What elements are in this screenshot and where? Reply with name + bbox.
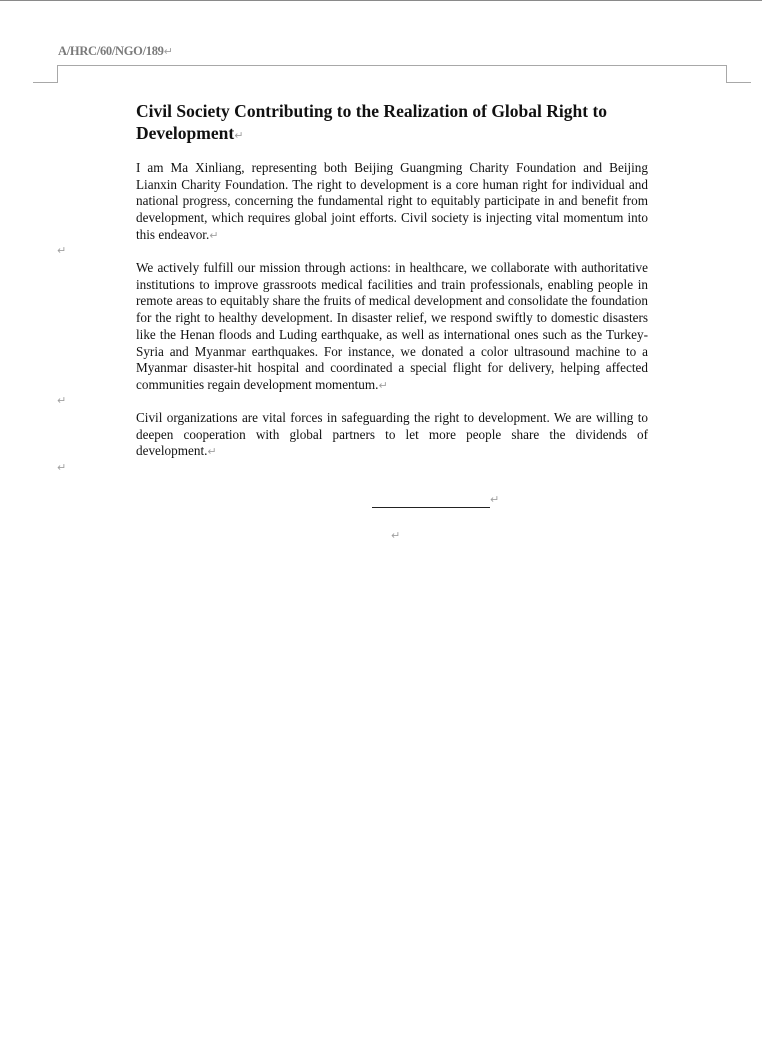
document-title[interactable] (136, 101, 656, 146)
document-title-text: Civil Society Contributing to the Realization of Global Right to Development (136, 101, 608, 143)
signature-line (372, 507, 490, 508)
body-paragraph-3[interactable] (136, 410, 648, 461)
crop-mark-top-left (33, 65, 58, 83)
paragraph-text: We actively fulfill our mission through actions: in healthcare, we collaborate with authoritative institutions to improve grassroots medical facilities and train professionals, enabling people in remote areas to equitably share the fruits of medical development and consolidate the foundation for the right to healthy development. In disaster relief, we respond swiftly to domestic disasters like the Henan floods and Luding earthquake, as well as international ones such as the Turkey-Syria and Myanmar earthquakes. For instance, we donated a color ultrasound machine to a Myanmar disaster-hit hospital and coordinated a special flight for delivery, helping affected communities regain development momentum. (136, 260, 648, 392)
paragraph-mark-icon: ↵ (209, 228, 219, 242)
document-symbol: A/HRC/60/NGO/189 (58, 44, 164, 58)
paragraph-text: I am Ma Xinliang, representing both Beijing Guangming Charity Foundation and Beijing Lianxin Charity Foundation. The right to development is a core human right for individual and national progress, concerning the fundamental right to equitably participate in and benefit from development, which requires global joint efforts. Civil society is injecting vital momentum into this endeavor. (136, 160, 648, 242)
empty-paragraph-mark-icon: ↵ (57, 394, 67, 407)
header-rule (57, 65, 726, 66)
empty-paragraph-mark-icon: ↵ (57, 461, 67, 474)
paragraph-mark-icon: ↵ (490, 493, 500, 506)
end-paragraph-mark-icon: ↵ (391, 529, 401, 542)
document-symbol-header (58, 44, 173, 59)
body-paragraph-2[interactable] (136, 260, 648, 395)
window-top-border (0, 0, 762, 1)
paragraph-text: Civil organizations are vital forces in safeguarding the right to development. We are willing to deepen cooperation with global partners to let more people share the dividends of development. (136, 410, 648, 459)
paragraph-mark-icon: ↵ (207, 445, 217, 459)
paragraph-mark-icon: ↵ (378, 378, 388, 392)
paragraph-mark-icon: ↵ (163, 45, 173, 58)
empty-paragraph-mark-icon: ↵ (57, 244, 67, 257)
body-paragraph-1[interactable] (136, 160, 648, 245)
paragraph-mark-icon: ↵ (234, 128, 244, 142)
crop-mark-top-right (726, 65, 751, 83)
